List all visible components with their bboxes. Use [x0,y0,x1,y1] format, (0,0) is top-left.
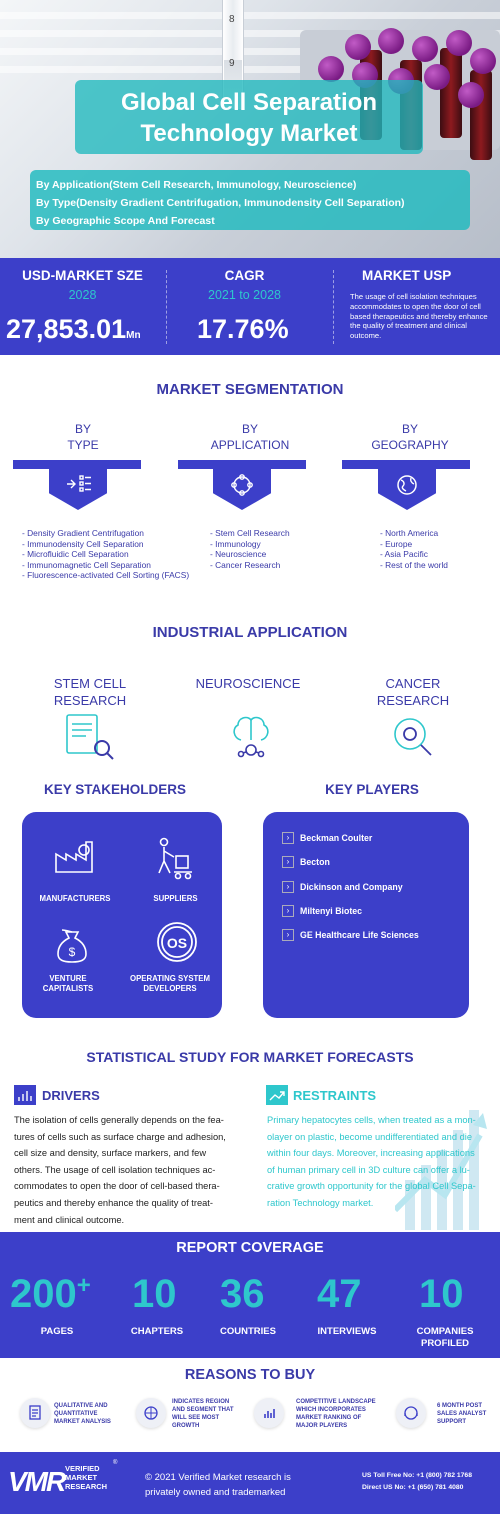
application-stem-cell: STEM CELL RESEARCH [53,676,127,708]
network-nodes-icon [213,466,271,510]
player-item: Miltenyi Biotec [300,906,363,916]
market-usp: MARKET USP The usage of cell isolation techniques accommodates to open the door of cell based therapeutics and thereby enhance the quality of treatment and clinical outcome. [350,268,488,341]
player-item: Dickinson and Company [300,882,403,892]
page-title: Global Cell Separation Technology Market [75,80,423,154]
industrial-application-heading: INDUSTRIAL APPLICATION [152,624,348,641]
scope-line: By Geographic Scope And Forecast [36,215,215,227]
cagr-stat: CAGR 2021 to 2028 17.76% [197,268,289,344]
key-players-heading: KEY PLAYERS [325,782,419,797]
scope-line: By Type(Density Gradient Centrifugation, Immunodensity Cell Separation) [36,197,405,209]
restraints-text: Primary hepatocytes cells, when treated as a mon- olayer on plastic, become undifferentiated and die within four days. Moreover, increasing applications of human primary cell in 3D culture can offer a lu- crative growth opportunity for the global Cell Sepa- ration Technology market. [267,1115,476,1208]
hero-banner: 8 9 Global Cell Separation Technology Market By Application(Stem Cell Research, Immunology, Neuroscience) By Type(Density Gradient Centrifugation, Immunodensity Cell Separation) By Geographic Scope And Forecast [0,0,500,258]
footer: VMR VERIFIED MARKET RESEARCH ® © 2021 Verified Market research is privately owned and trademarked US Toll Free No: +1 (800) 782 1768 Direct US No: +1 (650) 781 4080 [0,1452,500,1514]
chevron-right-icon: › [282,832,294,844]
statistical-study-heading: STATISTICAL STUDY FOR MARKET FORECASTS [86,1049,414,1065]
report-coverage-band: REPORT COVERAGE 200+ 10 36 47 10 PAGES CHAPTERS COUNTRIES INTERVIEWS COMPANIES PROFILED [0,1232,500,1358]
globe-icon [378,466,436,510]
drivers-text: The isolation of cells generally depends on the fea- tures of cells such as surface charge and adhesion, cell size and density, surface markers, and few others. The usage of cell isolation techniques ac- commodates to open the door of cell-based thera- peutics and thereby enhance the quality of treat- ment and clinical outcome. [14,1115,226,1225]
player-item: Becton [300,857,330,867]
reason-2: INDICATES REGION AND SEGMENT THAT WILL SEE MOST GROWTH [172,1399,234,1429]
player-item: Beckman Coulter [300,833,373,843]
svg-text:$: $ [68,945,76,959]
key-stakeholders-heading: KEY STAKEHOLDERS [43,782,187,797]
support-headset-icon [396,1398,426,1428]
chevron-right-icon: › [282,881,294,893]
market-stats-band [0,258,500,355]
reason-1: QUALITATIVE AND QUANTITATIVE MARKET ANALYSIS [54,1403,111,1425]
type-segment-list: - Density Gradient Centrifugation - Immunodensity Cell Separation - Microfluidic Cell Separation - Immunomagnetic Cell Separation - Fluorescence-activated Cell Sorting (FACS) [22,528,189,581]
stakeholder-venture-capitalists: VENTURE CAPITALISTS [42,974,94,993]
restraints-heading: RESTRAINTS [293,1088,377,1103]
document-search-icon [64,712,116,762]
chapters-count: 10 [132,1272,177,1316]
os-disc-icon [155,920,199,964]
worker-cart-icon [154,836,198,884]
scope-line: By Application(Stem Cell Research, Immunology, Neuroscience) [36,179,357,191]
segment-application-title: BY APPLICATION [210,422,290,452]
brand-name: VERIFIED MARKET RESEARCH [65,1464,108,1491]
reasons-heading: REASONS TO BUY [184,1367,316,1383]
document-icon [20,1398,50,1428]
countries-count: 36 [220,1272,265,1316]
filter-list-icon [49,466,107,510]
bar-chart-icon [14,1085,36,1105]
interviews-count: 47 [317,1272,362,1316]
application-neuroscience: NEUROSCIENCE [195,676,301,691]
globe-icon [136,1398,166,1428]
reason-3: COMPETITIVE LANDSCAPE WHICH INCORPORATES MARKET RANKING OF MAJOR PLAYERS [296,1399,376,1429]
chevron-right-icon: › [282,856,294,868]
factory-icon [52,836,100,876]
geography-segment-list: - North America - Europe - Asia Pacific - Rest of the world [380,528,448,570]
stakeholder-manufacturers: MANUFACTURERS [39,894,111,903]
stakeholder-suppliers: SUPPLIERS [153,894,198,903]
application-segment-list: - Stem Cell Research - Immunology - Neuroscience - Cancer Research [210,528,290,570]
segment-type-title: BY TYPE [67,422,99,452]
segment-geography-title: BY GEOGRAPHY [371,422,449,452]
player-item: GE Healthcare Life Sciences [300,930,419,940]
chevron-right-icon: › [282,929,294,941]
contact-numbers: US Toll Free No: +1 (800) 782 1768 Direct US No: +1 (650) 781 4080 [362,1472,472,1491]
market-size-value: 27,853.01Mn [6,314,141,344]
svg-text:OS: OS [166,935,188,951]
report-scope [30,170,470,230]
stakeholder-os-developers: OPERATING SYSTEM DEVELOPERS [130,974,210,993]
brain-icon [227,710,277,762]
drivers-heading: DRIVERS [42,1088,100,1103]
chart-arrows-icon [266,1085,288,1105]
copyright: © 2021 Verified Market research is privately owned and trademarked [145,1472,291,1498]
pages-count: 200+ [10,1272,91,1316]
reason-4: 6 MONTH POST SALES ANALYST SUPPORT [437,1403,487,1425]
companies-count: 10 [419,1272,464,1316]
chevron-right-icon: › [282,905,294,917]
cell-magnifier-icon [388,712,440,762]
companies-profiled-label: COMPANIES PROFILED [416,1326,474,1349]
market-size-stat: USD-MARKET SZE 2028 27,853.01Mn [6,268,143,344]
segmentation-heading: MARKET SEGMENTATION [156,381,344,398]
vmr-logo: VMR [8,1466,65,1497]
bar-chart-icon [254,1398,284,1428]
money-bag-icon [52,922,92,966]
application-cancer: CANCER RESEARCH [376,676,450,708]
